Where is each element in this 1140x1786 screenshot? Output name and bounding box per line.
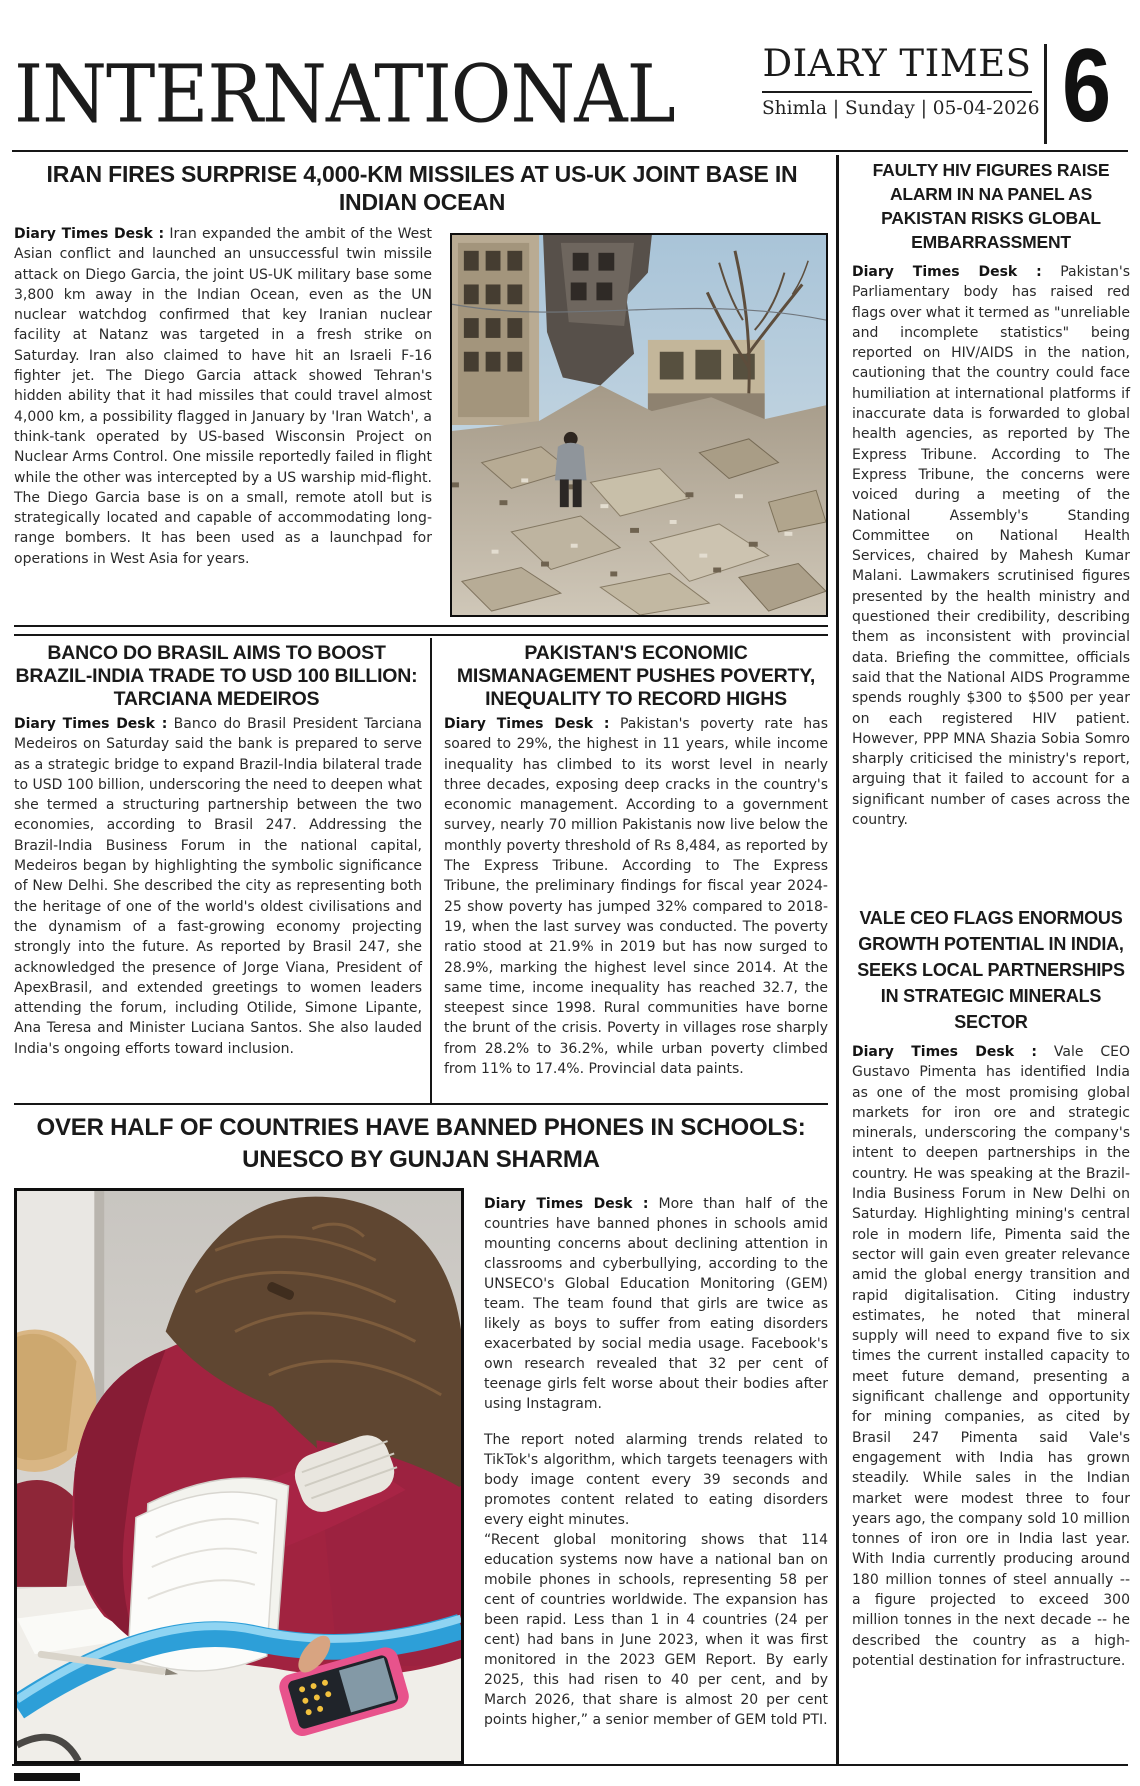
unesco-body-p3: “Recent global monitoring shows that 114 education systems now have a national ban on mobile phones in schools, representing 58 per cent of countries worldwide. The expansion has been rapid. Less than 1 in 4 countries (24 per cent) had bans in June 2023, when it was first monitored in the 2023 GEM Report. By early 2025, this had risen to 40 per cent, and by March 2026, that share is almost 20 per cent points higher,” a senior member of GEM told PTI. (484, 1532, 828, 1728)
column-divider (430, 638, 432, 1104)
banco-headline: BANCO DO BRASIL AIMS TO BOOST BRAZIL-INDIA TRADE TO USD 100 BILLION: TARCIANA MEDEIROS (15, 642, 418, 710)
pakistan-poverty-headline: PAKISTAN'S ECONOMIC MISMANAGEMENT PUSHES POVERTY, INEQUALITY TO RECORD HIGHS (456, 642, 816, 710)
desk-label: Diary Times Desk : (852, 1044, 1037, 1060)
unesco-body (484, 1194, 828, 1730)
vale-body-text: Vale CEO Gustavo Pimenta has identified India as one of the most promising global markets for iron ore and strategic minerals, underscoring the company's intent to deepen partnerships in the country. He was speaking at the Brazil-India Business Forum in New Delhi on Saturday. Highlighting mining's central role in modern life, Pimenta said the sector will gain even greater relevance amid the global energy transition and rapid digitalisation. Citing industry estimates, he noted that mineral supply will need to expand five to six times the current installed capacity to meet future demand, presenting a significant challenge and opportunity for mining companies, as cited by Brasil 247 Pimenta said Vale's engagement with India has grown steadily. While sales in the Indian market were modest three to four years ago, the company sold 10 million tonnes of iron ore in India last year. With India currently producing around 180 million tonnes of steel annually -- a figure projected to exceed 300 million tonnes in the next decade -- he described the country as a high-potential destination for infrastructure. (852, 1044, 1130, 1669)
student-phone-photo (14, 1188, 464, 1764)
unesco-body-p2: The report noted alarming trends related to TikTok's algorithm, which targets teenagers with body image content every 39 seconds and promotes content related to eating disorders every eight minutes. (484, 1432, 828, 1528)
iran-body (14, 224, 432, 569)
iran-headline: IRAN FIRES SURPRISE 4,000-KM MISSILES AT US-UK JOINT BASE IN INDIAN OCEAN (46, 161, 798, 215)
hiv-body (852, 262, 1130, 830)
desk-label: Diary Times Desk : (484, 1196, 649, 1212)
hiv-headline: FAULTY HIV FIGURES RAISE ALARM IN NA PANEL AS PAKISTAN RISKS GLOBAL EMBARRASSMENT (872, 160, 1110, 252)
masthead-block (762, 42, 1040, 119)
paragraph-gap (484, 1414, 828, 1430)
desk-label: Diary Times Desk : (444, 716, 610, 732)
masthead-rule (762, 91, 1032, 93)
section-title: INTERNATIONAL (14, 48, 675, 141)
footer-rule-thick-segment (14, 1773, 80, 1781)
desk-label: Diary Times Desk : (14, 226, 165, 242)
unesco-headline: OVER HALF OF COUNTRIES HAVE BANNED PHONES IN SCHOOLS: UNESCO BY GUNJAN SHARMA (36, 1114, 806, 1173)
vale-headline: VALE CEO FLAGS ENORMOUS GROWTH POTENTIAL IN INDIA, SEEKS LOCAL PARTNERSHIPS IN STRATEGIC MINERALS SECTOR (857, 908, 1125, 1032)
banco-body (14, 714, 422, 1059)
banco-body-text: Banco do Brasil President Tarciana Medeiros on Saturday said the bank is prepared to serve as a strategic bridge to expand Brazil-India bilateral trade to USD 100 billion, underscoring the need to deepen what she termed a structuring partnership between the two economies, according to Brasil 247. Addressing the Brazil-India Business Forum in the national capital, Medeiros began by highlighting the symbolic significance of New Delhi. She described the city as representing both the heritage of one of the world's oldest civilisations and the dynamism of a fast-growing economy projecting strongly into the future. As reported by Brasil 247, she acknowledged the presence of Jorge Viana, President of ApexBrasil, and extended greetings to women leaders attending the forum, including Otilide, Simone Lipante, Ana Teresa and Minister Luciana Santos. She also lauded India's ongoing efforts toward inclusion. (14, 716, 422, 1057)
unesco-rule (14, 1103, 828, 1105)
main-column-divider (836, 155, 839, 1765)
footer-rule (12, 1764, 1128, 1766)
iran-strike-photo-art (452, 235, 826, 615)
header-rule (12, 150, 1128, 152)
iran-body-text: Iran expanded the ambit of the West Asian conflict and launched an unsuccessful twin missile attack on Diego Garcia, the joint US-UK military base some 3,800 km away in the Indian Ocean, even as the UN nuclear watchdog confirmed that key Iranian nuclear facility at Natanz was targeted in a fresh strike on Saturday. Iran also claimed to have hit an Israeli F-16 fighter jet. The Diego Garcia attack showed Tehran's hidden ability that it had missiles that could travel almost 4,000 km, a possibility flagged in January by 'Iran Watch', a think-tank operated by US-based Wisconsin Project on Nuclear Arms Control. One missile reportedly failed in flight while the other was intercepted by a US warship mid-flight. The Diego Garcia base is on a small, remote atoll but is strategically located and capable of accommodating long-range bombers. It has been used as a launchpad for operations in West Asia for years. (14, 226, 432, 567)
page-number: 6 (1062, 28, 1112, 144)
unesco-body-p1: More than half of the countries have banned phones in schools amid mounting concerns about declining attention in classrooms and cyberbullying, according to the UNSECO's Global Education Monitoring (GEM) team. The team found that girls are twice as likely as boys to suffer from eating disorders exacerbated by social media usage. Facebook's own research revealed that 32 per cent of teenage girls felt worse about their bodies after using Instagram. (484, 1196, 828, 1412)
dateline: Shimla | Sunday | 05-04-2026 (762, 98, 1040, 119)
masthead-divider (1044, 44, 1047, 144)
desk-label: Diary Times Desk : (852, 264, 1042, 280)
desk-label: Diary Times Desk : (14, 716, 168, 732)
hiv-body-text: Pakistan's Parliamentary body has raised red flags over what it termed as "unreliable and incomplete statistics" being reported on HIV/AIDS in the nation, cautioning that the country could face humiliation at international platforms if inaccurate data is forwarded to global health agencies, as reported by The Express Tribune. According to The Express Tribune, the concerns were voiced during a meeting of the National Assembly's Standing Committee on National Health Services, chaired by Mahesh Kumar Malani. Lawmakers scrutinised figures presented by the health ministry and questioned their credibility, describing them as inconsistent with provincial data. Briefing the committee, officials said that the National AIDS Programme spends roughly $300 to $500 per year on each registered HIV patient. However, PPP MNA Shazia Sobia Somro sharply criticised the ministry's report, arguing that it failed to account for a significant number of cases across the country. (852, 264, 1130, 829)
vale-body (852, 1042, 1130, 1671)
double-rule (14, 625, 828, 636)
pakistan-poverty-body-text: Pakistan's poverty rate has soared to 29%, the highest in 11 years, while income inequality has climbed to its worst level in nearly three decades, exposing deep cracks in the country's economic management. According to a government survey, nearly 70 million Pakistanis now live below the monthly poverty threshold of Rs 8,484, as reported by The Express Tribune. According to The Express Tribune, the preliminary findings for fiscal year 2024-25 show poverty has jumped 32% compared to 2018-19, when the last survey was conducted. The poverty ratio stood at 21.9% in 2019 but has now surged to 28.9%, marking the highest level since 2014. At the same time, income inequality has reached 32.7, the steepest since 1998. Rural communities have borne the brunt of the crisis. Poverty in villages rose sharply from 28.2% to 36.2%, while urban poverty climbed from 11% to 17.4%. Provincial data paints. (444, 716, 828, 1078)
iran-strike-photo (450, 233, 828, 617)
pakistan-poverty-body (444, 714, 828, 1079)
student-phone-photo-art (17, 1191, 461, 1761)
paper-name: DIARY TIMES (762, 42, 1032, 85)
